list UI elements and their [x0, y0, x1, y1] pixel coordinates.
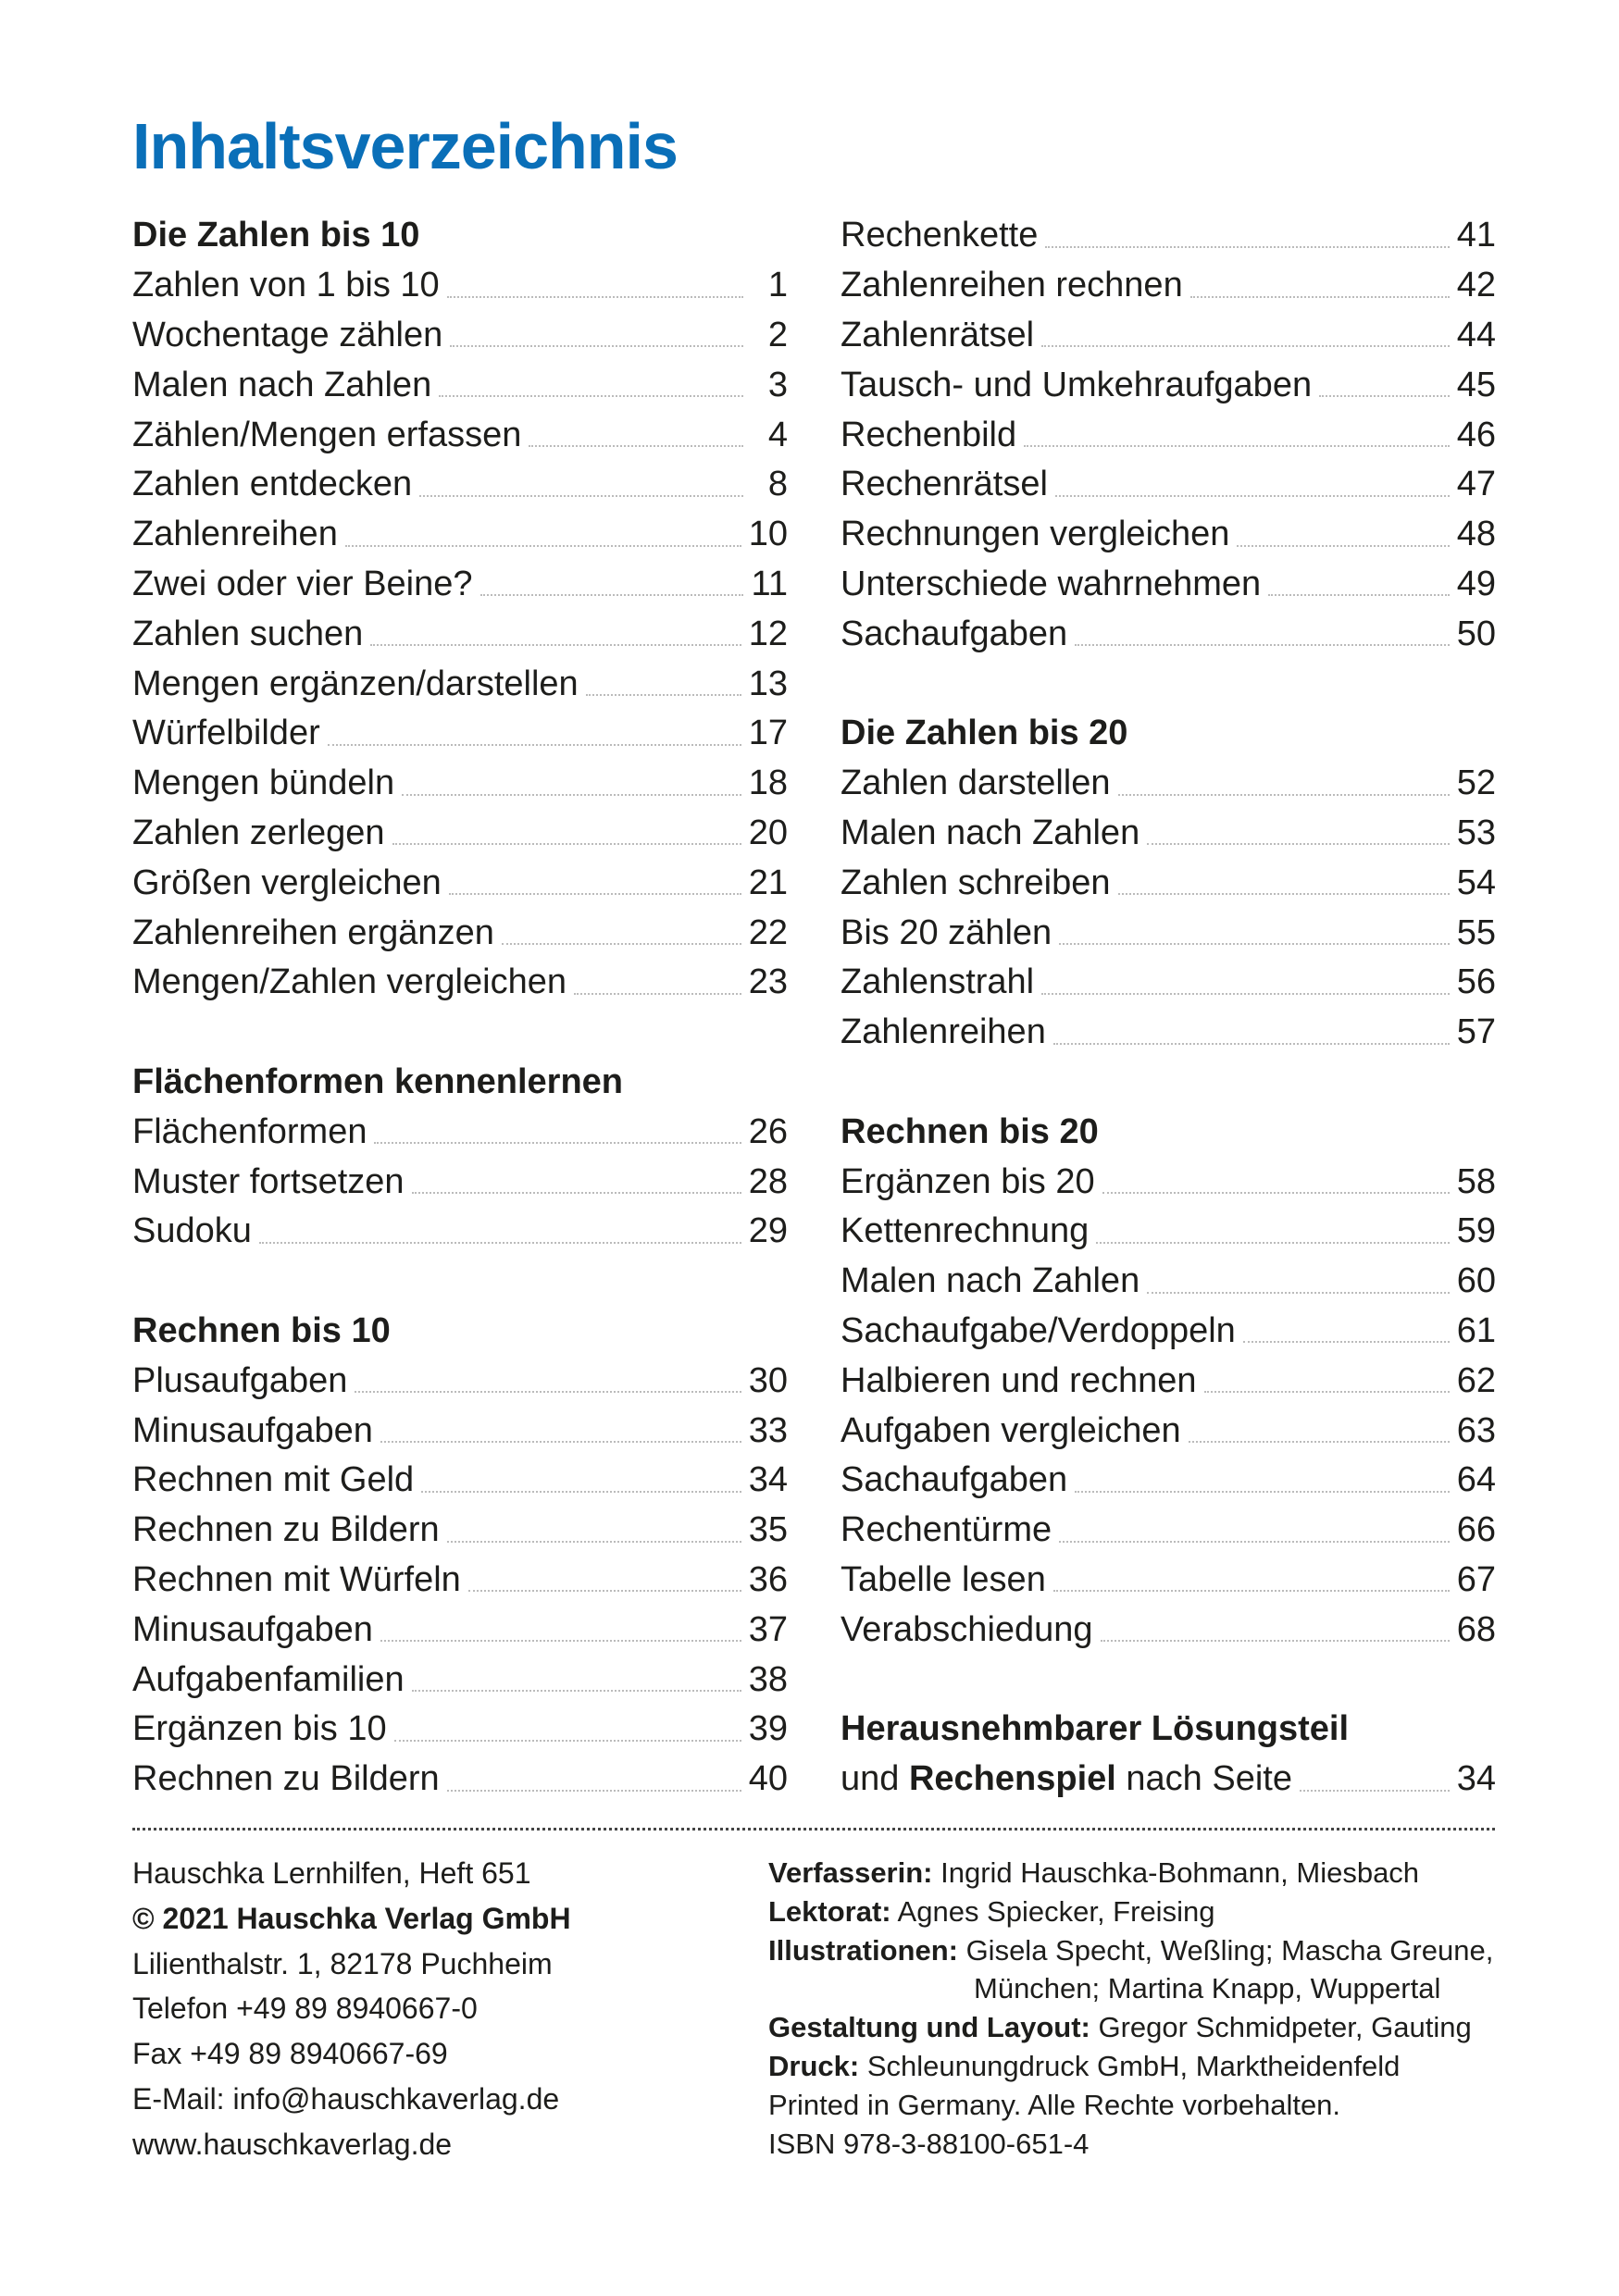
dot-leader: [412, 1192, 741, 1194]
page-number: 33: [748, 1410, 788, 1450]
credit-line: [768, 1854, 1493, 1893]
dot-leader: [1096, 1242, 1449, 1244]
entry-label: Aufgabenfamilien: [132, 1659, 405, 1699]
dot-leader: [1237, 545, 1449, 547]
publisher-line: Lilienthalstr. 1, 82178 Puchheim: [132, 1946, 553, 1980]
page-number: 62: [1456, 1360, 1496, 1400]
page-number: 3: [767, 365, 788, 404]
publisher-line: Fax +49 89 8940667-69: [132, 2037, 448, 2071]
toc-entry[interactable]: [841, 1307, 1496, 1357]
entry-label: Aufgaben vergleichen: [841, 1410, 1181, 1450]
entry-label: Bis 20 zählen: [841, 912, 1052, 952]
page-number: 52: [1456, 763, 1496, 803]
section-heading-label: Rechnen bis 20: [841, 1111, 1099, 1151]
publisher-line: Telefon +49 89 8940667-0: [132, 1992, 478, 2026]
dot-leader: [1045, 246, 1449, 248]
dot-leader: [259, 1242, 741, 1244]
section-heading: [132, 1307, 788, 1357]
page-number: 23: [748, 962, 788, 1002]
page-number: 56: [1456, 962, 1496, 1002]
toc-entry[interactable]: [132, 809, 788, 859]
credit-line: [768, 2125, 1493, 2164]
credit-label: Gestaltung und Layout:: [768, 2011, 1090, 2044]
page-number: 37: [748, 1609, 788, 1649]
toc-entry[interactable]: [841, 1456, 1496, 1506]
entry-label: Zahlenreihen rechnen: [841, 266, 1183, 305]
page-number: 20: [748, 813, 788, 852]
dot-leader: [1147, 1292, 1450, 1294]
credit-line: [768, 1931, 1493, 1970]
entry-label: Rechnungen vergleichen: [841, 515, 1230, 554]
dot-leader: [447, 296, 743, 298]
page-number: 44: [1456, 315, 1496, 354]
toc-entry[interactable]: [132, 709, 788, 759]
entry-label: Zahlen von 1 bis 10: [132, 266, 440, 305]
entry-label: Rechenrätsel: [841, 465, 1048, 504]
credit-value: Agnes Spiecker, Freising: [890, 1894, 1215, 1928]
page-number: 34: [1456, 1759, 1496, 1799]
toc-entry[interactable]: [132, 510, 788, 560]
toc-entry[interactable]: [841, 1207, 1496, 1257]
toc-entry[interactable]: [132, 560, 788, 610]
toc-entry[interactable]: [841, 1506, 1496, 1556]
dot-leader: [1075, 1491, 1450, 1493]
entry-label: Halbieren und rechnen: [841, 1360, 1197, 1400]
page-number: 29: [748, 1211, 788, 1251]
dot-leader: [447, 1541, 741, 1543]
toc-entry[interactable]: [132, 1406, 788, 1456]
page-number: 49: [1456, 564, 1496, 603]
dot-leader: [328, 744, 741, 746]
section-heading: [841, 709, 1496, 759]
dot-leader: [1059, 943, 1450, 945]
dot-leader: [1041, 993, 1450, 995]
toc-entry[interactable]: [841, 1605, 1496, 1655]
dotted-divider: [132, 1828, 1495, 1831]
page-number: 61: [1456, 1310, 1496, 1350]
entry-label: Minusaufgaben: [132, 1410, 373, 1450]
page-number: 22: [748, 912, 788, 952]
toc-entry[interactable]: [841, 759, 1496, 809]
entry-label: Rechnen zu Bildern: [132, 1510, 440, 1550]
page-number: 38: [748, 1659, 788, 1699]
dot-leader: [502, 943, 741, 945]
entry-label: Zahlen schreiben: [841, 863, 1111, 902]
dot-leader: [586, 694, 741, 696]
dot-leader: [449, 893, 741, 895]
toc-entry[interactable]: [132, 908, 788, 958]
toc-entry[interactable]: [841, 360, 1496, 410]
page-number: 57: [1456, 1012, 1496, 1052]
entry-label: Zahlen entdecken: [132, 465, 413, 504]
dot-leader: [439, 395, 743, 397]
page-number: 41: [1456, 216, 1496, 255]
toc-entry[interactable]: [841, 1008, 1496, 1058]
page-number: 10: [748, 515, 788, 554]
credit-line: [768, 2008, 1493, 2047]
entry-label: Kettenrechnung: [841, 1211, 1090, 1251]
dot-leader: [1053, 1590, 1450, 1592]
toc-entry[interactable]: [132, 1556, 788, 1606]
entry-label: Zwei oder vier Beine?: [132, 564, 473, 603]
page-number: 40: [748, 1759, 788, 1799]
page-number: 67: [1456, 1559, 1496, 1599]
section-heading-label: Die Zahlen bis 10: [132, 216, 420, 255]
credit-value: ISBN 978-3-88100-651-4: [768, 2127, 1090, 2160]
entry-label: Verabschiedung: [841, 1609, 1093, 1649]
entry-label: Würfelbilder: [132, 714, 320, 753]
entry-label: Rechnen zu Bildern: [132, 1759, 440, 1799]
toc-entry[interactable]: [841, 908, 1496, 958]
page-number: 64: [1456, 1460, 1496, 1500]
entry-label: Flächenformen: [132, 1111, 367, 1151]
dot-leader: [1118, 893, 1450, 895]
dot-leader: [574, 993, 741, 995]
dot-leader: [392, 843, 741, 845]
toc-entry[interactable]: [841, 858, 1496, 908]
entry-label-part: und: [841, 1759, 909, 1799]
entry-label: Zahlenreihen: [132, 515, 338, 554]
toc-right-column: [841, 211, 1496, 1805]
toc-entry[interactable]: [841, 560, 1496, 610]
page-number: 34: [748, 1460, 788, 1500]
toc-entry[interactable]: [841, 1406, 1496, 1456]
dot-leader: [1055, 495, 1450, 497]
spacer: [841, 1655, 1496, 1705]
page-number: 50: [1456, 614, 1496, 653]
toc-entry[interactable]: [132, 858, 788, 908]
dot-leader: [1102, 1192, 1450, 1194]
dot-leader: [529, 445, 743, 447]
page-number: 30: [748, 1360, 788, 1400]
page-number: 4: [767, 415, 788, 454]
entry-label: Größen vergleichen: [132, 863, 442, 902]
toc-entry[interactable]: [132, 261, 788, 311]
dot-leader: [419, 495, 743, 497]
dot-leader: [1189, 1441, 1450, 1443]
dot-leader: [412, 1690, 741, 1692]
credit-value: Gisela Specht, Weßling; Mascha Greune,: [957, 1933, 1494, 1967]
credit-label: Druck:: [768, 2049, 860, 2082]
entry-label: Zahlen zerlegen: [132, 813, 385, 852]
dot-leader: [380, 1441, 741, 1443]
entry-label: Rechentürme: [841, 1510, 1052, 1550]
credit-line: [768, 2086, 1493, 2125]
publisher-line: Hauschka Lernhilfen, Heft 651: [132, 1856, 531, 1890]
toc-entry[interactable]: [132, 1506, 788, 1556]
dot-leader: [374, 1142, 741, 1144]
dot-leader: [394, 1740, 741, 1742]
toc-entry[interactable]: [841, 1356, 1496, 1406]
credits-info: [768, 1854, 1493, 2163]
dot-leader: [1075, 644, 1450, 646]
entry-label: Tabelle lesen: [841, 1559, 1046, 1599]
entry-label: Mengen ergänzen/darstellen: [132, 664, 579, 703]
section-heading: [841, 1107, 1496, 1157]
publisher-line: © 2021 Hauschka Verlag GmbH: [132, 1901, 571, 1935]
toc-entry[interactable]: [132, 609, 788, 659]
dot-leader: [450, 345, 743, 347]
dot-leader: [421, 1491, 741, 1493]
toc-entry[interactable]: [132, 410, 788, 460]
toc-entry[interactable]: [841, 1755, 1496, 1805]
credit-value: Gregor Schmidpeter, Gauting: [1090, 2011, 1472, 2044]
entry-label-part: nach Seite: [1115, 1759, 1292, 1799]
page-number: 17: [748, 714, 788, 753]
toc-entry[interactable]: [132, 1705, 788, 1755]
section-heading: [841, 1705, 1496, 1755]
entry-label: Tausch- und Umkehraufgaben: [841, 365, 1313, 404]
section-heading: [132, 1058, 788, 1108]
page-number: 59: [1456, 1211, 1496, 1251]
toc-entry[interactable]: [841, 410, 1496, 460]
page-number: 46: [1456, 415, 1496, 454]
entry-label: Muster fortsetzen: [132, 1161, 405, 1201]
publisher-line: www.hauschkaverlag.de: [132, 2127, 453, 2161]
toc-entry[interactable]: [841, 1257, 1496, 1307]
page-number: 45: [1456, 365, 1496, 404]
credit-value: Schleunungdruck GmbH, Marktheidenfeld: [859, 2049, 1401, 2082]
dot-leader: [1147, 843, 1450, 845]
page-number: 39: [748, 1709, 788, 1749]
credit-line: [768, 1893, 1493, 1931]
page-number: 12: [748, 614, 788, 653]
credit-line: [768, 2047, 1493, 2086]
dot-leader: [1268, 594, 1450, 596]
section-heading-label: Rechnen bis 10: [132, 1310, 391, 1350]
dot-leader: [1243, 1341, 1450, 1343]
page-number: 60: [1456, 1261, 1496, 1301]
toc-entry[interactable]: [132, 360, 788, 410]
section-heading: [132, 211, 788, 261]
dot-leader: [402, 794, 741, 796]
dot-leader: [1059, 1541, 1450, 1543]
dot-leader: [1118, 794, 1450, 796]
entry-label: Mengen/Zahlen vergleichen: [132, 962, 567, 1002]
page-number: 48: [1456, 515, 1496, 554]
page-number: 53: [1456, 813, 1496, 852]
credit-label: Verfasserin:: [768, 1856, 933, 1889]
page-number: 18: [748, 763, 788, 803]
entry-label: Zahlen darstellen: [841, 763, 1111, 803]
toc-entry[interactable]: [841, 1556, 1496, 1606]
entry-label: Malen nach Zahlen: [132, 365, 432, 404]
entry-label: Rechenbild: [841, 415, 1017, 454]
toc-entry[interactable]: [132, 1605, 788, 1655]
entry-label: Wochentage zählen: [132, 315, 443, 354]
toc-entry[interactable]: [132, 1356, 788, 1406]
credit-label: Lektorat:: [768, 1894, 891, 1928]
entry-label: Zahlenreihen ergänzen: [132, 912, 494, 952]
toc-entry[interactable]: [841, 1157, 1496, 1207]
spacer: [132, 1008, 788, 1058]
credit-value: Printed in Germany. Alle Rechte vorbehalten.: [768, 2088, 1341, 2121]
page-number: 11: [751, 564, 788, 603]
entry-label: Malen nach Zahlen: [841, 813, 1140, 852]
entry-label: Sachaufgaben: [841, 1460, 1068, 1500]
dot-leader: [1319, 395, 1450, 397]
credit-line: [768, 1969, 1493, 2008]
entry-label: Zählen/Mengen erfassen: [132, 415, 522, 454]
entry-label: Rechenkette: [841, 216, 1039, 255]
toc-entry[interactable]: [841, 809, 1496, 859]
page-number: 36: [748, 1559, 788, 1599]
toc-entry[interactable]: [841, 261, 1496, 311]
publisher-info: [132, 1851, 571, 2167]
page-number: 28: [748, 1161, 788, 1201]
dot-leader: [468, 1590, 741, 1592]
entry-label: Mengen bündeln: [132, 763, 395, 803]
toc-entry[interactable]: [132, 1456, 788, 1506]
toc-entry[interactable]: [841, 460, 1496, 510]
spacer: [841, 659, 1496, 709]
page-number: 8: [767, 465, 788, 504]
page-number: 68: [1456, 1609, 1496, 1649]
page-number: 26: [748, 1111, 788, 1151]
entry-label: Plusaufgaben: [132, 1360, 348, 1400]
toc-entry[interactable]: [132, 1655, 788, 1705]
entry-label: Sachaufgaben: [841, 614, 1068, 653]
page-number: 1: [767, 266, 788, 305]
dot-leader: [1204, 1391, 1450, 1393]
toc-entry[interactable]: [841, 510, 1496, 560]
dot-leader: [380, 1640, 741, 1642]
page-number: 58: [1456, 1161, 1496, 1201]
entry-label-part: Rechenspiel: [908, 1759, 1116, 1799]
toc-entry[interactable]: [841, 609, 1496, 659]
entry-label: Rechnen mit Würfeln: [132, 1559, 461, 1599]
spacer: [841, 1058, 1496, 1108]
dot-leader: [370, 644, 741, 646]
page-number: 35: [748, 1510, 788, 1550]
dot-leader: [1101, 1640, 1450, 1642]
page-title: Inhaltsverzeichnis: [132, 110, 678, 182]
entry-label: Zahlenrätsel: [841, 315, 1035, 354]
toc-entry[interactable]: [841, 211, 1496, 261]
toc-entry[interactable]: [132, 460, 788, 510]
entry-label: Ergänzen bis 10: [132, 1709, 387, 1749]
entry-label: Sachaufgabe/Verdoppeln: [841, 1310, 1236, 1350]
page-number: 54: [1456, 863, 1496, 902]
dot-leader: [1190, 296, 1450, 298]
toc-entry[interactable]: [841, 311, 1496, 361]
entry-label: Minusaufgaben: [132, 1609, 373, 1649]
dot-leader: [1041, 345, 1450, 347]
credit-value: München; Martina Knapp, Wuppertal: [974, 1972, 1441, 2005]
toc-left-column: [132, 211, 788, 1805]
page-number: 13: [748, 664, 788, 703]
page-number: 63: [1456, 1410, 1496, 1450]
dot-leader: [480, 594, 743, 596]
toc-entry[interactable]: [841, 958, 1496, 1008]
entry-label: Malen nach Zahlen: [841, 1261, 1140, 1301]
page-number: 47: [1456, 465, 1496, 504]
dot-leader: [355, 1391, 741, 1393]
toc-entry[interactable]: [132, 759, 788, 809]
toc-entry[interactable]: [132, 1107, 788, 1157]
toc-entry[interactable]: [132, 958, 788, 1008]
credit-label: Illustrationen:: [768, 1933, 958, 1967]
entry-label: Unterschiede wahrnehmen: [841, 564, 1262, 603]
page-number: 66: [1456, 1510, 1496, 1550]
toc-entry[interactable]: [132, 1207, 788, 1257]
entry-label: [841, 1759, 1292, 1799]
page-number: 21: [748, 863, 788, 902]
toc-entry[interactable]: [132, 659, 788, 709]
publisher-line: E-Mail: info@hauschkaverlag.de: [132, 2081, 560, 2116]
dot-leader: [1300, 1790, 1450, 1792]
section-heading-label: Flächenformen kennenlernen: [132, 1061, 624, 1101]
entry-label: Zahlenstrahl: [841, 962, 1035, 1002]
spacer: [132, 1257, 788, 1307]
credit-value: Ingrid Hauschka-Bohmann, Miesbach: [932, 1856, 1420, 1889]
toc-entry[interactable]: [132, 311, 788, 361]
entry-label: Sudoku: [132, 1211, 252, 1251]
page-number: 55: [1456, 912, 1496, 952]
toc-entry[interactable]: [132, 1755, 788, 1805]
section-heading-label: Herausnehmbarer Lösungsteil: [841, 1709, 1350, 1749]
section-heading-label: Die Zahlen bis 20: [841, 714, 1128, 753]
page-number: 42: [1456, 266, 1496, 305]
dot-leader: [1024, 445, 1450, 447]
dot-leader: [1053, 1043, 1450, 1045]
entry-label: Zahlenreihen: [841, 1012, 1046, 1052]
dot-leader: [345, 545, 741, 547]
dot-leader: [447, 1790, 741, 1792]
entry-label: Rechnen mit Geld: [132, 1460, 415, 1500]
page-number: 2: [767, 315, 788, 354]
entry-label: Zahlen suchen: [132, 614, 364, 653]
toc-entry[interactable]: [132, 1157, 788, 1207]
entry-label: Ergänzen bis 20: [841, 1161, 1095, 1201]
